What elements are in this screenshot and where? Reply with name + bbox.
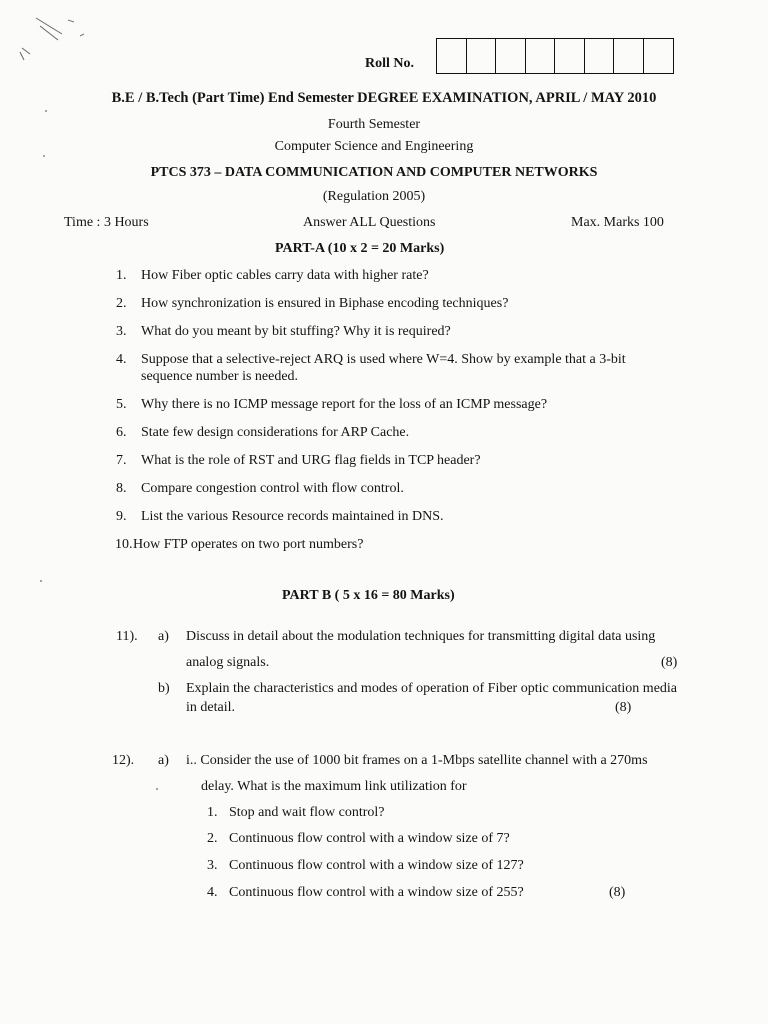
question-11b-text-cont: in detail. bbox=[186, 700, 235, 715]
question-number: 6. bbox=[116, 425, 127, 440]
subitem-number: 1. bbox=[207, 805, 218, 820]
question-12a-text: i.. Consider the use of 1000 bit frames on a 1-Mbps satellite channel with a 270ms bbox=[186, 753, 648, 768]
subitem-number: 2. bbox=[207, 831, 218, 846]
subitem-text: Continuous flow control with a window size of 127? bbox=[229, 858, 524, 873]
question-number: 4. bbox=[116, 352, 127, 367]
question-12-number: 12). bbox=[112, 753, 135, 768]
question-number: 8. bbox=[116, 481, 127, 496]
question-11a-text-cont: analog signals. bbox=[186, 655, 270, 670]
question-12a-label: a) bbox=[158, 753, 169, 768]
roll-number-label: Roll No. bbox=[365, 56, 414, 71]
question-12a-marks: (8) bbox=[609, 885, 626, 900]
question-text: List the various Resource records maintained in DNS. bbox=[141, 509, 444, 524]
question-text: Why there is no ICMP message report for the loss of an ICMP message? bbox=[141, 397, 548, 412]
question-11b-label: b) bbox=[158, 681, 170, 696]
question-number: 10. bbox=[115, 537, 133, 552]
question-11a-label: a) bbox=[158, 629, 169, 644]
question-11a-text: Discuss in detail about the modulation techniques for transmitting digital data using bbox=[186, 629, 656, 644]
exam-instruction: Answer ALL Questions bbox=[303, 215, 436, 230]
question-text: How synchronization is ensured in Biphase encoding techniques? bbox=[141, 296, 509, 311]
question-11b-marks: (8) bbox=[615, 700, 632, 715]
question-11b-text: Explain the characteristics and modes of operation of Fiber optic communication media bbox=[186, 681, 678, 696]
part-a-title: PART-A (10 x 2 = 20 Marks) bbox=[275, 241, 445, 256]
exam-title: B.E / B.Tech (Part Time) End Semester DEGREE EXAMINATION, APRIL / MAY 2010 bbox=[111, 90, 657, 106]
roll-number-box bbox=[555, 39, 585, 73]
scan-speck bbox=[156, 788, 158, 790]
question-text: Suppose that a selective-reject ARQ is used where W=4. Show by example that a 3-bit bbox=[141, 352, 626, 367]
roll-number-box bbox=[614, 39, 644, 73]
scan-speck bbox=[43, 155, 45, 157]
question-number: 2. bbox=[116, 296, 127, 311]
subitem-text: Continuous flow control with a window size of 7? bbox=[229, 831, 510, 846]
roll-number-box bbox=[585, 39, 615, 73]
question-11a-marks: (8) bbox=[661, 655, 678, 670]
question-number: 1. bbox=[116, 268, 127, 283]
question-text: State few design considerations for ARP Cache. bbox=[141, 425, 410, 440]
subitem-text: Stop and wait flow control? bbox=[229, 805, 385, 820]
max-marks: Max. Marks 100 bbox=[571, 215, 664, 230]
roll-number-box bbox=[644, 39, 674, 73]
regulation: (Regulation 2005) bbox=[322, 189, 426, 204]
roll-number-box bbox=[496, 39, 526, 73]
question-11-number: 11). bbox=[116, 629, 138, 644]
question-text: How Fiber optic cables carry data with higher rate? bbox=[141, 268, 429, 283]
question-number: 3. bbox=[116, 324, 127, 339]
question-text: What do you meant by bit stuffing? Why it is required? bbox=[141, 324, 451, 339]
scan-artifact bbox=[0, 0, 110, 80]
scan-speck bbox=[40, 580, 42, 582]
roll-number-field bbox=[365, 38, 674, 74]
subitem-number: 3. bbox=[207, 858, 218, 873]
semester: Fourth Semester bbox=[327, 117, 421, 132]
question-number: 5. bbox=[116, 397, 127, 412]
course-title: PTCS 373 – DATA COMMUNICATION AND COMPUTER NETWORKS bbox=[150, 165, 598, 180]
roll-number-box bbox=[526, 39, 556, 73]
part-b-title: PART B ( 5 x 16 = 80 Marks) bbox=[282, 588, 455, 603]
scan-speck bbox=[45, 110, 47, 112]
question-text: Compare congestion control with flow control. bbox=[141, 481, 404, 496]
question-text: How FTP operates on two port numbers? bbox=[133, 537, 364, 552]
exam-duration: Time : 3 Hours bbox=[64, 215, 149, 230]
question-text-cont: sequence number is needed. bbox=[141, 369, 299, 384]
roll-number-boxes bbox=[436, 38, 674, 74]
subitem-text: Continuous flow control with a window size of 255? bbox=[229, 885, 524, 900]
subitem-number: 4. bbox=[207, 885, 218, 900]
question-number: 9. bbox=[116, 509, 127, 524]
roll-number-box bbox=[437, 39, 467, 73]
roll-number-box bbox=[467, 39, 497, 73]
department: Computer Science and Engineering bbox=[274, 139, 474, 154]
question-number: 7. bbox=[116, 453, 127, 468]
question-12a-text-cont: delay. What is the maximum link utilization for bbox=[201, 779, 467, 794]
question-text: What is the role of RST and URG flag fields in TCP header? bbox=[141, 453, 481, 468]
